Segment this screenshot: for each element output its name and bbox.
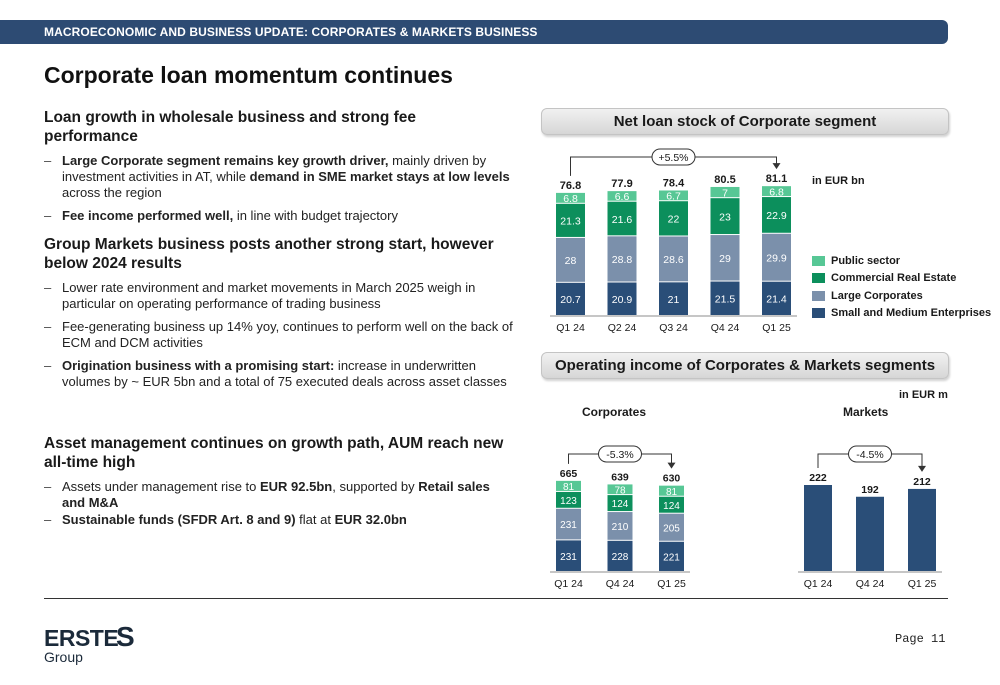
- operating-income-chart-title: Operating income of Corporates & Markets segments: [541, 352, 949, 379]
- x-tick-label: Q4 24: [855, 578, 885, 590]
- legend-item-sme: [812, 305, 991, 323]
- legend-item-commercial-real-estate: [812, 270, 991, 288]
- data-label: 6.8: [563, 193, 578, 206]
- section-heading: Group Markets business posts another strong start, however below 2024 results: [44, 236, 494, 272]
- section-asset-management: [44, 434, 514, 528]
- total-label: 212: [913, 475, 931, 488]
- legend-swatch: [812, 291, 825, 301]
- data-label: 205: [663, 523, 680, 535]
- legend-swatch: [812, 308, 825, 318]
- page-number: Page 11: [895, 632, 946, 646]
- legend-swatch: [812, 256, 825, 266]
- data-label: 228: [611, 552, 629, 563]
- net-loan-legend: [812, 252, 991, 322]
- data-label: 6.7: [666, 190, 681, 203]
- x-tick-label: Q1 24: [803, 578, 833, 590]
- data-label: 210: [611, 522, 629, 534]
- data-label: 21.3: [560, 215, 581, 228]
- page-title: Corporate loan momentum continues: [44, 62, 453, 88]
- data-label: 23: [719, 211, 731, 224]
- logo-group: Group: [44, 649, 83, 665]
- erste-group-logo: [44, 617, 144, 670]
- bullet: – Lower rate environment and market movements in March 2025 weigh in particular on operating performance of trading business: [44, 280, 514, 312]
- total-label: 81.1: [765, 173, 788, 186]
- data-label: 6.8: [769, 186, 784, 199]
- erste-logo-mark: [44, 617, 144, 665]
- data-label: 124: [611, 499, 629, 511]
- data-label: 22: [667, 213, 680, 226]
- total-label: 630: [662, 472, 681, 485]
- corporates-income-chart: [540, 436, 720, 596]
- bar-segment-q4-24-0: [856, 497, 884, 571]
- growth-label: +5.5%: [658, 152, 689, 164]
- x-tick-label: Q1 25: [907, 578, 937, 590]
- data-label: 124: [663, 500, 680, 512]
- data-label: 231: [560, 520, 577, 532]
- net-loan-chart-title: Net loan stock of Corporate segment: [541, 108, 949, 135]
- x-tick-label: Q4 24: [605, 578, 635, 590]
- total-label: 77.9: [611, 178, 633, 191]
- legend-item-public-sector: [812, 252, 991, 270]
- growth-label: -4.5%: [856, 449, 884, 461]
- data-label: 7: [722, 187, 728, 200]
- bullet: – Origination business with a promising start: increase in underwritten volumes by ~ EUR 5bn and a total of 75 executed deals across asset classes: [44, 358, 514, 390]
- bracket-arrowhead: [918, 466, 926, 472]
- x-tick-label: Q1 24: [554, 578, 583, 590]
- markets-income-chart: [790, 436, 970, 596]
- bar-segment-q1-25-0: [908, 489, 936, 571]
- header-band: [0, 20, 948, 44]
- data-label: 28.8: [611, 254, 633, 267]
- data-label: 21.4: [766, 293, 787, 306]
- legend-item-large-corporates: [812, 287, 991, 305]
- markets-subtitle: Markets: [843, 405, 889, 419]
- data-label: 21.6: [611, 213, 633, 226]
- total-label: 80.5: [714, 173, 736, 186]
- net-loan-stock-chart: [540, 140, 800, 340]
- x-tick-label: Q4 24: [710, 322, 740, 334]
- legend-label: Commercial Real Estate: [831, 272, 957, 285]
- bracket-arrowhead: [773, 163, 781, 169]
- bullet: – Fee-generating business up 14% yoy, continues to perform well on the back of ECM and DCM activities: [44, 319, 514, 351]
- net-loan-unit: in EUR bn: [812, 175, 865, 187]
- corporates-subtitle: Corporates: [582, 405, 647, 419]
- data-label: 22.9: [766, 210, 787, 223]
- data-label: 123: [560, 495, 577, 507]
- section-heading: Asset management continues on growth path, AUM reach new all-time high: [44, 435, 504, 471]
- legend-label: Public sector: [831, 254, 901, 267]
- logo-symbol: S: [116, 621, 135, 652]
- data-label: 29.9: [766, 252, 787, 265]
- data-label: 20.7: [560, 294, 581, 307]
- total-label: 192: [861, 483, 879, 496]
- bullet: – Assets under management rise to EUR 92.5bn, supported by Retail sales and M&A: [44, 479, 514, 511]
- header-band-text: MACROECONOMIC AND BUSINESS UPDATE: CORPORATES & MARKETS BUSINESS: [44, 25, 538, 39]
- data-label: 6.6: [614, 191, 630, 204]
- bar-segment-q1-24-0: [804, 485, 832, 571]
- bullet: – Large Corporate segment remains key growth driver, mainly driven by investment activities in AT, while demand in SME market stays at low levels across the region: [44, 153, 514, 201]
- data-label: 231: [560, 551, 577, 563]
- legend-label: Large Corporates: [831, 289, 923, 302]
- data-label: 20.9: [611, 294, 633, 307]
- legend-swatch: [812, 273, 825, 283]
- x-tick-label: Q2 24: [607, 322, 637, 334]
- total-label: 222: [809, 472, 827, 484]
- data-label: 78: [614, 485, 626, 497]
- data-label: 29: [719, 253, 731, 266]
- growth-label: -5.3%: [606, 449, 634, 461]
- bullet: – Sustainable funds (SFDR Art. 8 and 9) flat at EUR 32.0bn: [44, 512, 514, 528]
- data-label: 81: [562, 482, 575, 494]
- section-heading: Loan growth in wholesale business and strong fee performance: [44, 109, 417, 145]
- total-label: 665: [559, 467, 578, 480]
- section-loan-growth: [44, 108, 514, 224]
- data-label: 21: [667, 293, 680, 306]
- bracket-arrowhead: [668, 463, 676, 469]
- x-tick-label: Q1 24: [556, 322, 585, 334]
- data-label: 81: [665, 486, 678, 498]
- total-label: 639: [611, 471, 629, 484]
- total-label: 78.4: [662, 177, 685, 190]
- x-tick-label: Q1 25: [762, 322, 791, 334]
- bullet: – Fee income performed well, in line with budget trajectory: [44, 208, 514, 224]
- data-label: 28: [564, 255, 577, 268]
- logo-word: ERSTE: [44, 625, 119, 651]
- x-tick-label: Q1 25: [657, 578, 686, 590]
- data-label: 21.5: [714, 293, 736, 306]
- total-label: 76.8: [559, 179, 582, 192]
- legend-label: Small and Medium Enterprises: [831, 307, 992, 320]
- data-label: 28.6: [663, 254, 684, 267]
- operating-income-unit: in EUR m: [899, 389, 948, 401]
- x-tick-label: Q3 24: [659, 322, 688, 334]
- data-label: 221: [663, 552, 680, 564]
- footer-divider: [44, 598, 948, 599]
- section-group-markets: [44, 235, 514, 390]
